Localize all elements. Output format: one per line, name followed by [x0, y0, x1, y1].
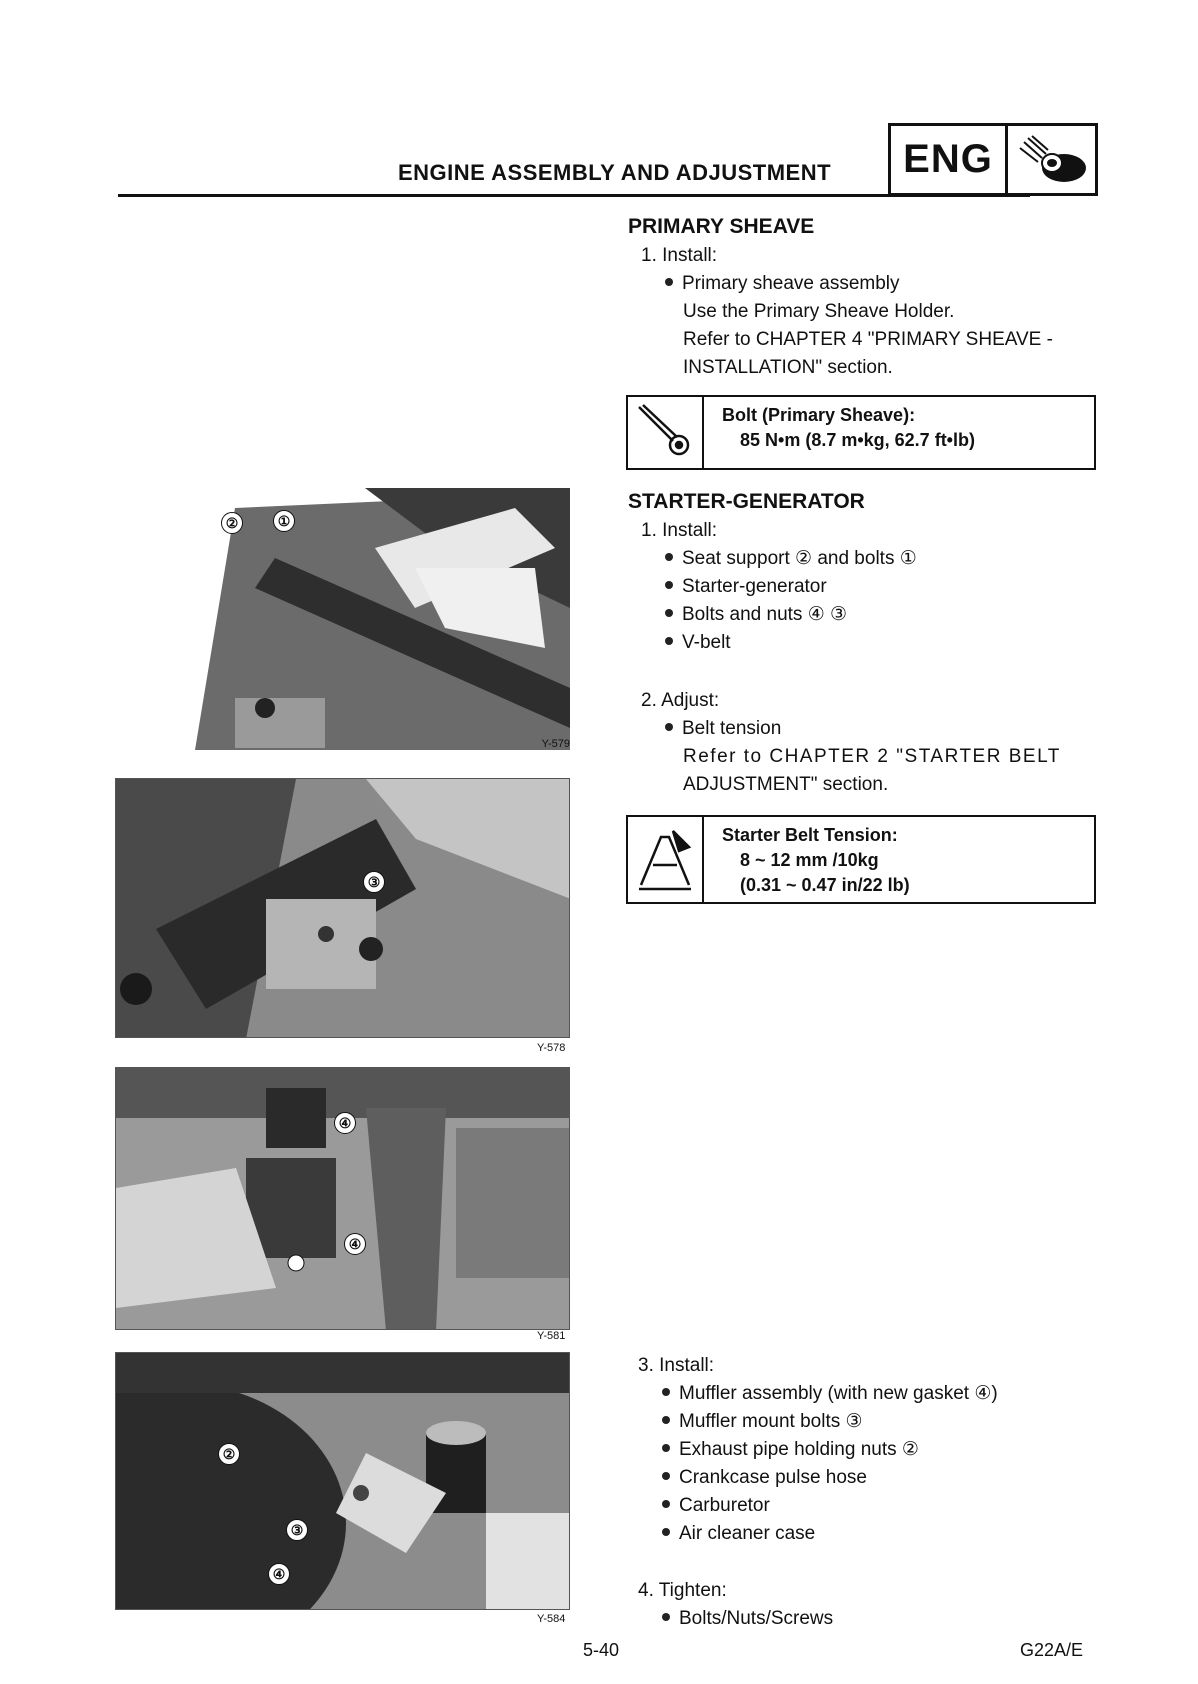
- torque-wrench-icon: [628, 397, 704, 468]
- bullet-icon: [665, 278, 673, 286]
- photo-code: Y-578: [537, 1042, 566, 1054]
- install-list-3: [662, 1380, 998, 1548]
- callout-4: ④: [268, 1563, 290, 1585]
- eng-badge: [888, 123, 1098, 196]
- bullet-icon: [665, 723, 673, 731]
- bullet-icon: [662, 1416, 670, 1424]
- note-line: INSTALLATION" section.: [683, 357, 893, 378]
- spec-value: 85 N•m (8.7 m•kg, 62.7 ft•lb): [740, 430, 975, 450]
- callout-1: ①: [273, 510, 295, 532]
- list-item: Exhaust pipe holding nuts ②: [662, 1436, 998, 1464]
- bullet-icon: [662, 1472, 670, 1480]
- eng-badge-label: ENG: [891, 126, 1008, 193]
- spec-value: 8 ~ 12 mm /10kg: [740, 850, 879, 870]
- list-item: V-belt: [665, 629, 917, 657]
- list-item: Crankcase pulse hose: [662, 1464, 998, 1492]
- list-item: Bolts and nuts ④ ③: [665, 601, 917, 629]
- list-item: Air cleaner case: [662, 1520, 998, 1548]
- list-item: Primary sheave assembly: [665, 270, 900, 298]
- section-title-starter-generator: STARTER-GENERATOR: [628, 490, 865, 513]
- section-title-primary-sheave: PRIMARY SHEAVE: [628, 215, 815, 238]
- list-item: Starter-generator: [665, 573, 917, 601]
- list-item: Muffler mount bolts ③: [662, 1408, 998, 1436]
- step-tighten: 4. Tighten:: [638, 1580, 727, 1601]
- note-line: ADJUSTMENT" section.: [683, 774, 889, 795]
- photo-bolts-nuts: [115, 778, 570, 1038]
- photo-code: Y-581: [537, 1330, 566, 1342]
- spec-value: (0.31 ~ 0.47 in/22 lb): [740, 875, 910, 895]
- measurement-gauge-icon: [628, 817, 704, 902]
- engine-plug-icon: [1008, 126, 1095, 193]
- spec-label: Bolt (Primary Sheave):: [722, 405, 916, 425]
- list-item: Bolts/Nuts/Screws: [662, 1605, 833, 1633]
- callout-2: ②: [218, 1443, 240, 1465]
- bullet-icon: [665, 609, 673, 617]
- list-item: Seat support ② and bolts ①: [665, 545, 917, 573]
- bullet-icon: [662, 1528, 670, 1536]
- callout-3: ③: [286, 1519, 308, 1541]
- spec-label: Starter Belt Tension:: [722, 825, 898, 845]
- photo-code: Y-579: [541, 738, 570, 750]
- step-install-1: 1. Install:: [641, 520, 718, 541]
- torque-spec-box: [626, 395, 1096, 470]
- bullet-icon: [665, 553, 673, 561]
- tension-spec-box: [626, 815, 1096, 904]
- photo-muffler: [115, 1352, 570, 1610]
- page-header-title: ENGINE ASSEMBLY AND ADJUSTMENT: [398, 160, 832, 185]
- note-line: Refer to CHAPTER 2 "STARTER BELT: [683, 746, 1061, 767]
- callout-3: ③: [363, 871, 385, 893]
- install-list-1: [665, 545, 917, 657]
- bullet-icon: [662, 1388, 670, 1396]
- step-install-3: 3. Install:: [638, 1355, 715, 1376]
- step-adjust: 2. Adjust:: [641, 690, 720, 711]
- photo-mount-bolts: [115, 1067, 570, 1330]
- bullet-icon: [662, 1500, 670, 1508]
- note-line: Use the Primary Sheave Holder.: [683, 301, 955, 322]
- model-code: G22A/E: [1020, 1640, 1084, 1660]
- bullet-icon: [662, 1444, 670, 1452]
- list-item: Belt tension: [665, 715, 781, 743]
- note-line: Refer to CHAPTER 4 "PRIMARY SHEAVE -: [683, 329, 1053, 350]
- photo-seat-support: [115, 488, 570, 750]
- callout-2: ②: [221, 512, 243, 534]
- list-item: Muffler assembly (with new gasket ④): [662, 1380, 998, 1408]
- list-item: Carburetor: [662, 1492, 998, 1520]
- page-number: 5-40: [583, 1640, 620, 1660]
- callout-4: ④: [334, 1112, 356, 1134]
- bullet-icon: [665, 637, 673, 645]
- bullet-icon: [662, 1613, 670, 1621]
- bullet-icon: [665, 581, 673, 589]
- photo-code: Y-584: [537, 1613, 566, 1625]
- callout-4: ④: [344, 1233, 366, 1255]
- step-install-primary: 1. Install:: [641, 245, 718, 266]
